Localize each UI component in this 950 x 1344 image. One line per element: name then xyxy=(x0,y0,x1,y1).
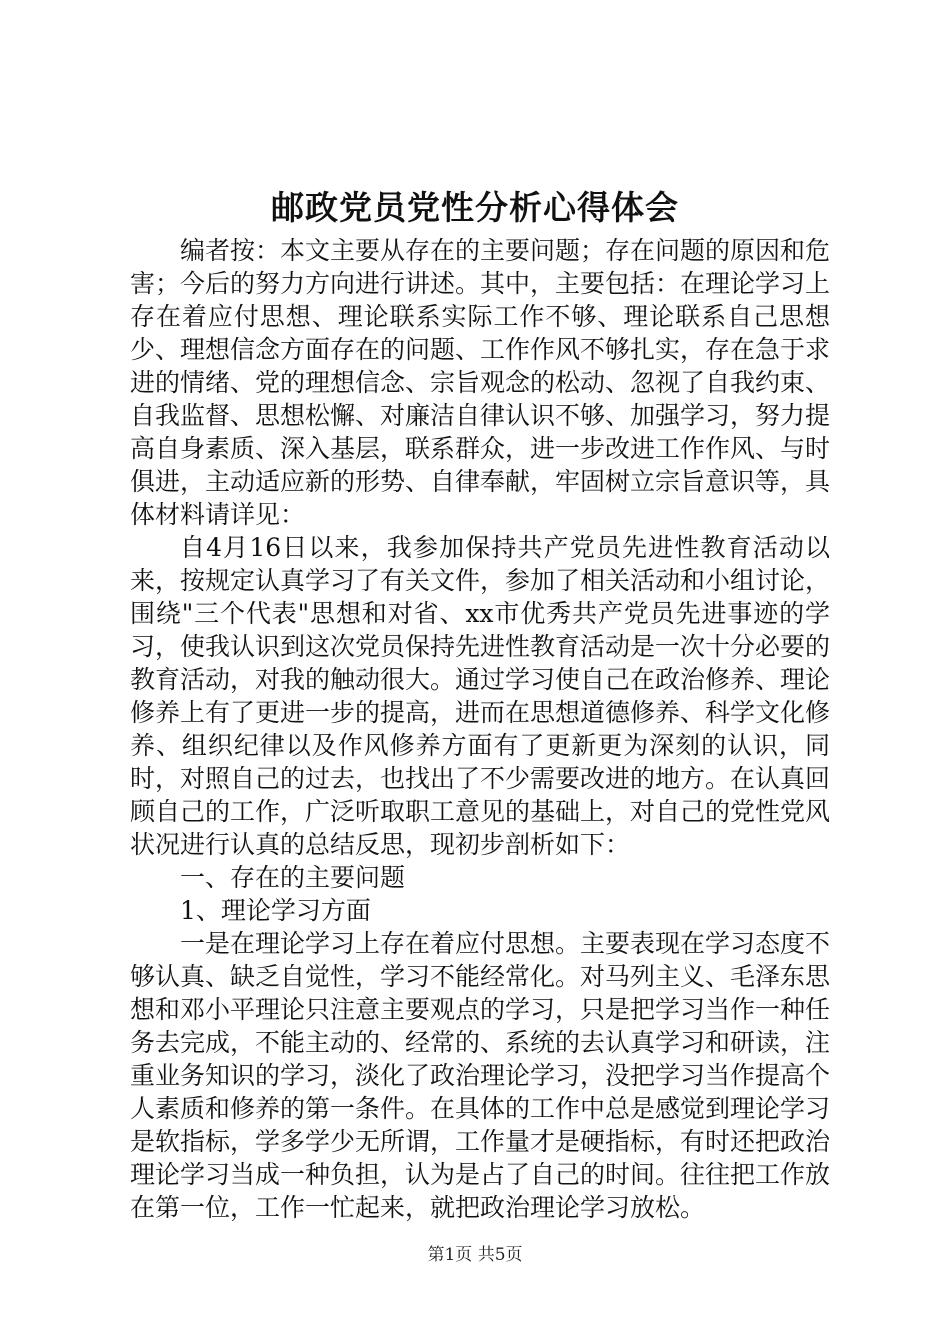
subsection-heading: 1、理论学习方面 xyxy=(180,896,371,925)
paragraph-editor-note: 编者按：本文主要从存在的主要问题；存在问题的原因和危害；今后的努力方向进行讲述。其中，主要包括：在理论学习上存在着应付思想、理论联系实际工作不够、理论联系自己思想少、理想信念方面存在的问题、工作作风不够扎实，存在急于求进的情绪、党的理想信念、宗旨观念的松动、忽视了自我约束、自我监督、思想松懈、对廉洁自律认识不够、加强学习，努力提高自身素质、深入基层，联系群众，进一步改进工作作风、与时俱进，主动适应新的形势、自律奉献，牢固树立宗旨意识等，具体材料请详见： xyxy=(130,236,831,529)
section-heading: 一、存在的主要问题 xyxy=(180,863,406,892)
paragraph-intro: 自4月16日以来，我参加保持共产党员先进性教育活动以来，按规定认真学习了有关文件，参加了相关活动和小组讨论，围绕"三个代表"思想和对省、xx市优秀共产党员先进事迹的学习，使我认识到这次党员保持先进性教育活动是一次十分必要的教育活动，对我的触动很大。通过学习使自己在政治修养、理论修养上有了更进一步的提高，进而在思想道德修养、科学文化修养、组织纪律以及作风修养方面有了更新更为深刻的认识，同时，对照自己的过去，也找出了不少需要改进的地方。在认真回顾自己的工作，广泛听取职工意见的基础上，对自己的党性党风状况进行认真的总结反思，现初步剖析如下： xyxy=(130,533,831,859)
page-number-footer: 第1页 共5页 xyxy=(427,1245,523,1265)
document-title: 邮政党员党性分析心得体会 xyxy=(271,188,679,227)
document-body xyxy=(130,234,830,1224)
paragraph-theory-study: 一是在理论学习上存在着应付思想。主要表现在学习态度不够认真、缺乏自觉性，学习不能经常化。对马列主义、毛泽东思想和邓小平理论只注意主要观点的学习，只是把学习当作一种任务去完成，不能主动的、经常的、系统的去认真学习和研读，注重业务知识的学习，淡化了政治理论学习，没把学习当作提高个人素质和修养的第一条件。在具体的工作中总是感觉到理论学习是软指标，学多学少无所谓，工作量才是硬指标，有时还把政治理论学习当成一种负担，认为是占了自己的时间。往往把工作放在第一位，工作一忙起来，就把政治理论学习放松。 xyxy=(130,929,831,1222)
